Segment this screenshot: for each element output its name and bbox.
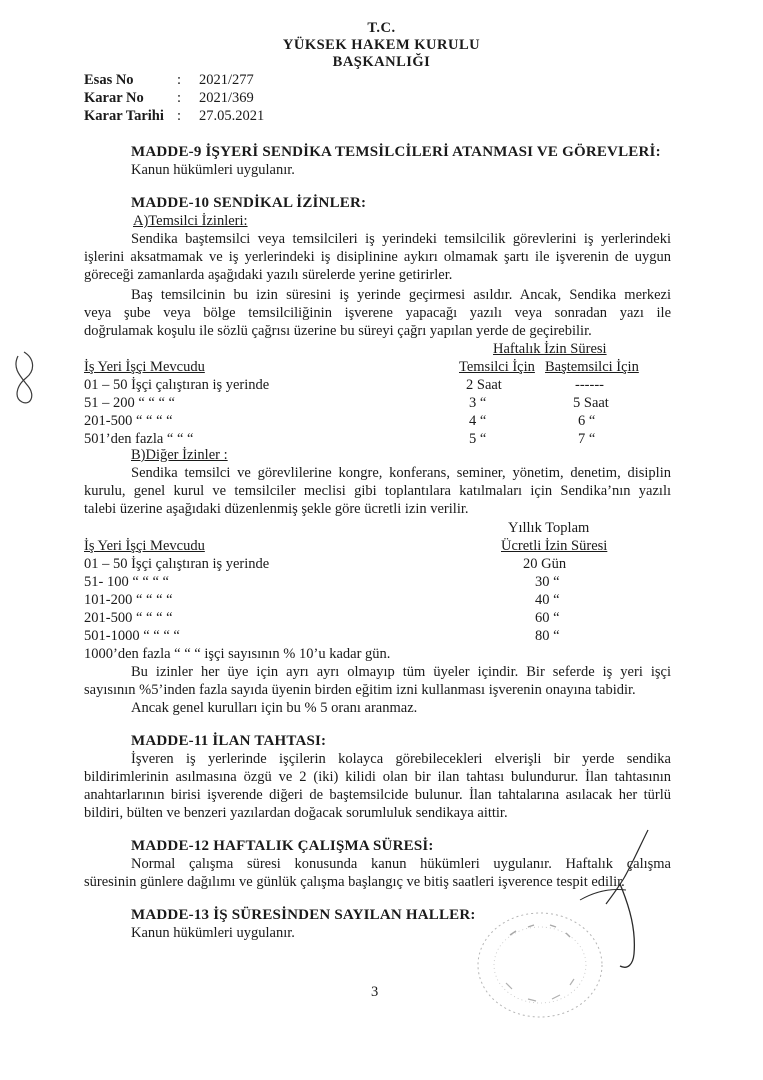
article-11-title: MADDE-11 İLAN TAHTASI: <box>131 733 327 749</box>
decision-date-sep: : <box>177 108 182 124</box>
case-no-label: Esas No <box>84 72 134 88</box>
decision-no-label: Karar No <box>84 90 144 106</box>
table-cell: ------ <box>575 377 604 393</box>
article-11-line1: İşveren iş yerlerinde işçilerin kolayca görebilecekleri elverişli bir yerde sendika <box>131 751 671 767</box>
table-cell: 5 Saat <box>573 395 609 411</box>
stamp-outer-ring <box>478 913 602 1017</box>
table-cell: 2 Saat <box>466 377 502 393</box>
table-cell: 20 Gün <box>523 556 567 572</box>
table-row: 201-500 “ “ “ “ <box>84 413 173 429</box>
margin-handwritten-mark <box>6 348 46 408</box>
table-cell: 60 “ <box>535 610 560 626</box>
table-row: 1000’den fazla “ “ “ işçi sayısının % 10’u kadar gün. <box>84 646 391 662</box>
decision-date-label: Karar Tarihi <box>84 108 164 124</box>
subsection-b-label: B)Diğer İzinler : <box>131 447 228 463</box>
table-cell: 5 “ <box>469 431 487 447</box>
table-row: 01 – 50 İşçi çalıştıran iş yerinde <box>84 377 270 393</box>
official-stamp <box>470 905 610 1025</box>
table-a-col3-header: Baştemsilci İçin <box>545 359 639 375</box>
article-10-p1-line2: işlerini aksatmamak ve iş yerlerindeki iş disiplinine aykırı olmamak şartı ile işverenin de uygun <box>84 249 671 265</box>
decision-no-value: 2021/369 <box>199 90 254 106</box>
article-13-body: Kanun hükümleri uygulanır. <box>131 925 295 941</box>
article-11-line2: bildirimlerinin asılmasına özgü ve 2 (iki) kilidi olan bir ilan tahtası bulundurur. İlan tahtasının <box>84 769 671 785</box>
header-tc: T.C. <box>367 20 396 36</box>
case-no-sep: : <box>177 72 182 88</box>
article-10-p3-line2: kurulu, genel kurul ve temsilciler meclisi gibi toplantılara katılmaları için Sendika’nın yazılı <box>84 483 671 499</box>
article-9-title: MADDE-9 İŞYERİ SENDİKA TEMSİLCİLERİ ATANMASI VE GÖREVLERİ: <box>131 144 661 160</box>
article-12-title: MADDE-12 HAFTALIK ÇALIŞMA SÜRESİ: <box>131 838 434 854</box>
table-cell: 3 “ <box>469 395 487 411</box>
table-b-header-right2: Ücretli İzin Süresi <box>501 538 608 554</box>
table-cell: 7 “ <box>578 431 596 447</box>
article-11-line3: anahtarlarının birisi işverende diğeri de baştemsilcide bulunur. İlan tahtalarına asılacak her türlü <box>84 787 671 803</box>
decision-no-sep: : <box>177 90 182 106</box>
article-13-title: MADDE-13 İŞ SÜRESİNDEN SAYILAN HALLER: <box>131 907 476 923</box>
table-row: 51- 100 “ “ “ “ <box>84 574 169 590</box>
table-a-col2-header: Temsilci İçin <box>459 359 535 375</box>
table-a-col1-header: İş Yeri İşçi Mevcudu <box>84 359 205 375</box>
signature-stroke-2 <box>620 884 634 967</box>
header-institution: YÜKSEK HAKEM KURULU <box>282 37 481 53</box>
table-cell: 30 “ <box>535 574 560 590</box>
table-row: 51 – 200 “ “ “ “ <box>84 395 175 411</box>
article-10-p4-line1: Bu izinler her üye için ayrı ayrı olmayıp tüm üyeler içindir. Bir seferde iş yeri işçi <box>131 664 671 680</box>
table-cell: 80 “ <box>535 628 560 644</box>
table-row: 501’den fazla “ “ “ <box>84 431 194 447</box>
article-11-line4: bildiri, bülten ve benzeri yazılardan doğacak sorumluluk sendikaya aittir. <box>84 805 508 821</box>
article-10-p4-line2: sayısının %5’inden fazla sayıda üyenin birden eğitim izni kullanması işverenin onayına tabidir. <box>84 682 636 698</box>
table-row: 201-500 “ “ “ “ <box>84 610 173 626</box>
table-cell: 6 “ <box>578 413 596 429</box>
signature-stroke-3 <box>580 889 626 900</box>
table-row: 501-1000 “ “ “ “ <box>84 628 180 644</box>
signature-stroke-1 <box>606 830 648 904</box>
table-cell: 4 “ <box>469 413 487 429</box>
article-10-p2-line3: doğrulamak koşulu ile sözlü çağrısı üzerine bu süreyi çağrı yapılan yerde de geçirebilir. <box>84 323 592 339</box>
article-12-line2: süresinin günlere dağılımı ve günlük çalışma başlangıç ve bitiş saatleri işverence tespit edilir. <box>84 874 625 890</box>
article-10-p1-line3: göreceği zamanlarda aşağıdaki yazılı sürelerde yerine getirirler. <box>84 267 453 283</box>
article-10-p2-line2: veya şube veya bölge temsilciliğinin işverene yapacağı yazılı veya sonradan yazı ile <box>84 305 671 321</box>
article-10-p3-line1: Sendika temsilci ve görevlilerine kongre, konferans, seminer, yönetim, denetim, disiplin <box>131 465 671 481</box>
article-12-line1: Normal çalışma süresi konusunda kanun hükümleri uygulanır. Haftalık çalışma <box>131 856 671 872</box>
article-9-body: Kanun hükümleri uygulanır. <box>131 162 295 178</box>
stamp-inner-ring <box>494 927 586 1003</box>
table-a-group-header: Haftalık İzin Süresi <box>493 341 607 357</box>
handwritten-stroke <box>16 352 33 403</box>
article-10-p3-line3: talebi üzerine aşağıdaki düzenlenmiş şekle göre ücretli izin verilir. <box>84 501 469 517</box>
table-row: 101-200 “ “ “ “ <box>84 592 173 608</box>
article-10-p1-line1: Sendika baştemsilci veya temsilcileri iş yerindeki temsilcilik görevlerini iş yerlerindeki <box>131 231 671 247</box>
table-b-col1-header: İş Yeri İşçi Mevcudu <box>84 538 205 554</box>
stamp-texture <box>506 979 574 1001</box>
decision-date-value: 27.05.2021 <box>199 108 265 124</box>
table-cell: 40 “ <box>535 592 560 608</box>
article-10-p2-line1: Baş temsilcinin bu izin süresini iş yerinde geçirmesi asıldır. Ancak, Sendika merkezi <box>131 287 671 303</box>
page-number: 3 <box>371 984 379 1000</box>
article-10-subsection-b <box>131 447 228 464</box>
header-presidency: BAŞKANLIĞI <box>332 54 431 70</box>
article-10-title: MADDE-10 SENDİKAL İZİNLER: <box>131 195 367 211</box>
table-row: 01 – 50 İşçi çalıştıran iş yerinde <box>84 556 270 572</box>
article-10-subsection-a: A)Temsilci İzinleri: <box>133 213 248 229</box>
article-10-p5: Ancak genel kurulları için bu % 5 oranı aranmaz. <box>131 700 418 716</box>
table-b-header-right1: Yıllık Toplam <box>508 520 590 536</box>
case-no-value: 2021/277 <box>199 72 254 88</box>
